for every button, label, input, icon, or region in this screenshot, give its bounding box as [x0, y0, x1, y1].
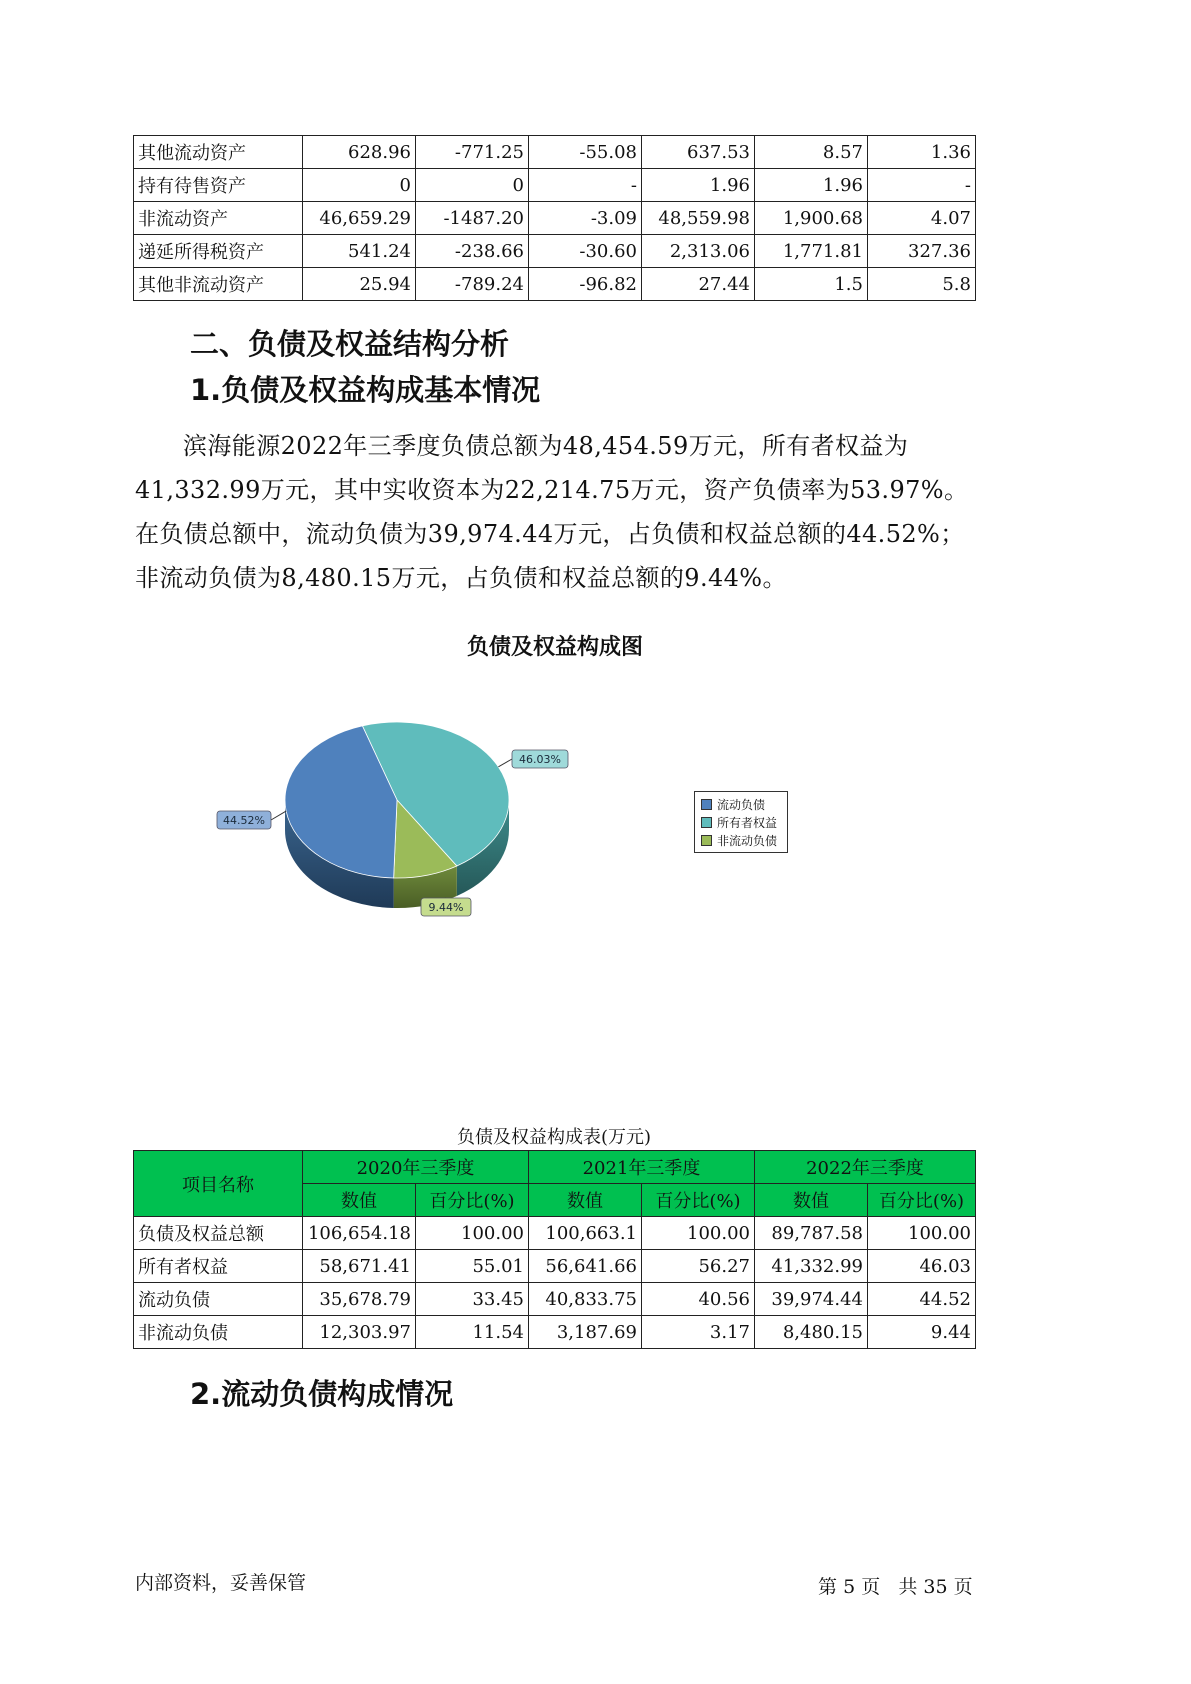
- value-cell: 27.44: [642, 268, 755, 301]
- value-cell: 48,559.98: [642, 202, 755, 235]
- col-project-header: 项目名称: [134, 1151, 303, 1217]
- value-cell: 3,187.69: [529, 1316, 642, 1349]
- value-cell: 89,787.58: [755, 1217, 868, 1250]
- value-cell: 33.45: [416, 1283, 529, 1316]
- row-label-cell: 持有待售资产: [134, 169, 303, 202]
- period-header: 2021年三季度: [529, 1151, 755, 1184]
- table-row: [134, 169, 976, 202]
- value-cell: 637.53: [642, 136, 755, 169]
- asset-table-body: [134, 136, 976, 301]
- value-cell: 46,659.29: [303, 202, 416, 235]
- value-cell: 100.00: [416, 1217, 529, 1250]
- value-cell: 628.96: [303, 136, 416, 169]
- row-label-cell: 所有者权益: [134, 1250, 303, 1283]
- value-subheader: 数值: [303, 1184, 416, 1217]
- value-cell: 1,900.68: [755, 202, 868, 235]
- row-label-cell: 非流动负债: [134, 1316, 303, 1349]
- period-header: 2022年三季度: [755, 1151, 976, 1184]
- table-row: [134, 136, 976, 169]
- value-cell: 40,833.75: [529, 1283, 642, 1316]
- table-row: [134, 1250, 976, 1283]
- composition-table: [133, 1150, 976, 1349]
- legend-rows: [701, 795, 781, 849]
- asset-table: [133, 135, 976, 301]
- value-subheader: 数值: [755, 1184, 868, 1217]
- row-label-cell: 负债及权益总额: [134, 1217, 303, 1250]
- data-label: 44.52%: [223, 814, 265, 827]
- percent-subheader: 百分比(%): [868, 1184, 976, 1217]
- value-cell: -96.82: [529, 268, 642, 301]
- value-cell: 12,303.97: [303, 1316, 416, 1349]
- value-cell: 1.96: [642, 169, 755, 202]
- row-label-cell: 其他流动资产: [134, 136, 303, 169]
- value-cell: -: [529, 169, 642, 202]
- table-row: [134, 202, 976, 235]
- legend-label: 非流动负债: [717, 833, 778, 848]
- value-cell: 46.03: [868, 1250, 976, 1283]
- value-cell: 25.94: [303, 268, 416, 301]
- legend-item: [701, 831, 781, 849]
- value-cell: 11.54: [416, 1316, 529, 1349]
- legend-swatch: [701, 799, 712, 810]
- value-cell: 106,654.18: [303, 1217, 416, 1250]
- next-heading: 2.流动负债构成情况: [190, 1377, 454, 1411]
- value-cell: 541.24: [303, 235, 416, 268]
- row-label-cell: 递延所得税资产: [134, 235, 303, 268]
- percent-subheader: 百分比(%): [642, 1184, 755, 1217]
- table-row: [134, 1283, 976, 1316]
- current-page: 5: [843, 1576, 856, 1598]
- data-label: 9.44%: [428, 901, 464, 914]
- value-cell: 1.5: [755, 268, 868, 301]
- value-cell: 3.17: [642, 1316, 755, 1349]
- chart-title: 负债及权益构成图: [466, 635, 643, 660]
- row-label-cell: 其他非流动资产: [134, 268, 303, 301]
- composition-table-head: [134, 1151, 976, 1217]
- table-row: [134, 235, 976, 268]
- period-header: 2020年三季度: [303, 1151, 529, 1184]
- value-cell: 58,671.41: [303, 1250, 416, 1283]
- legend-label: 流动负债: [717, 797, 766, 812]
- pie-tops: [285, 722, 509, 878]
- value-subheader: 数值: [529, 1184, 642, 1217]
- value-cell: 40.56: [642, 1283, 755, 1316]
- value-cell: 5.8: [868, 268, 976, 301]
- legend-item: [701, 813, 781, 831]
- value-cell: -771.25: [416, 136, 529, 169]
- leader-line: [498, 759, 512, 767]
- total-pages: 35: [923, 1576, 948, 1598]
- section-heading: 二、负债及权益结构分析: [190, 327, 510, 361]
- row-label-cell: 流动负债: [134, 1283, 303, 1316]
- value-cell: 8,480.15: [755, 1316, 868, 1349]
- value-cell: 100.00: [868, 1217, 976, 1250]
- value-cell: 0: [303, 169, 416, 202]
- value-cell: 1.96: [755, 169, 868, 202]
- percent-subheader: 百分比(%): [416, 1184, 529, 1217]
- value-cell: 1.36: [868, 136, 976, 169]
- value-cell: -: [868, 169, 976, 202]
- data-label: 46.03%: [519, 753, 561, 766]
- value-cell: 327.36: [868, 235, 976, 268]
- legend-swatch: [701, 835, 712, 846]
- value-cell: 35,678.79: [303, 1283, 416, 1316]
- leader-line: [271, 811, 286, 820]
- value-cell: 44.52: [868, 1283, 976, 1316]
- chart-legend: [694, 791, 788, 853]
- composition-table-body: [134, 1217, 976, 1349]
- value-cell: -1487.20: [416, 202, 529, 235]
- value-cell: 8.57: [755, 136, 868, 169]
- analysis-paragraph: [135, 424, 977, 600]
- page-mid: 页: [861, 1576, 881, 1598]
- value-cell: 56,641.66: [529, 1250, 642, 1283]
- value-cell: 4.07: [868, 202, 976, 235]
- pie-chart: [200, 690, 620, 950]
- value-cell: -238.66: [416, 235, 529, 268]
- table-row: [134, 1316, 976, 1349]
- value-cell: -3.09: [529, 202, 642, 235]
- value-cell: 2,313.06: [642, 235, 755, 268]
- legend-swatch: [701, 817, 712, 828]
- footer-note: 内部资料，妥善保管: [135, 1572, 307, 1594]
- value-cell: 1,771.81: [755, 235, 868, 268]
- value-cell: 56.27: [642, 1250, 755, 1283]
- value-cell: -55.08: [529, 136, 642, 169]
- value-cell: -789.24: [416, 268, 529, 301]
- value-cell: 39,974.44: [755, 1283, 868, 1316]
- table-row: [134, 1217, 976, 1250]
- row-label-cell: 非流动资产: [134, 202, 303, 235]
- table-row: [134, 268, 976, 301]
- total-prefix: 共: [898, 1576, 918, 1598]
- value-cell: 55.01: [416, 1250, 529, 1283]
- page-prefix: 第: [818, 1576, 838, 1598]
- page-number: [818, 1572, 973, 1599]
- sub-heading: 1.负债及权益构成基本情况: [190, 373, 541, 407]
- value-cell: 9.44: [868, 1316, 976, 1349]
- table-caption: 负债及权益构成表(万元): [456, 1127, 652, 1148]
- analysis-paragraph-text: 滨海能源2022年三季度负债总额为48,454.59万元，所有者权益为41,332.99万元，其中实收资本为22,214.75万元，资产负债率为53.97%。在负债总额中，流动负债为39,974.44万元，占负债和权益总额的44.52%；非流动负债为8,480.15万元，占负债和权益总额的9.44%。: [135, 432, 969, 592]
- value-cell: 41,332.99: [755, 1250, 868, 1283]
- value-cell: -30.60: [529, 235, 642, 268]
- total-suffix: 页: [953, 1576, 973, 1598]
- legend-item: [701, 795, 781, 813]
- legend-label: 所有者权益: [717, 815, 778, 830]
- value-cell: 100.00: [642, 1217, 755, 1250]
- value-cell: 100,663.1: [529, 1217, 642, 1250]
- value-cell: 0: [416, 169, 529, 202]
